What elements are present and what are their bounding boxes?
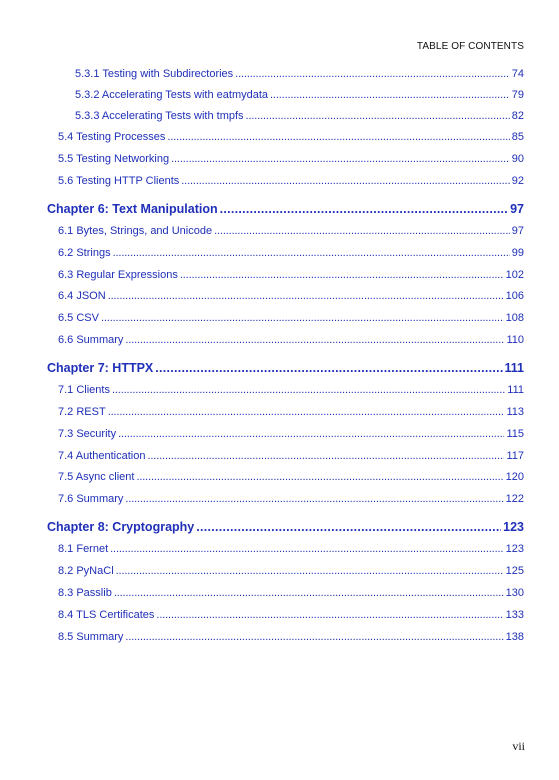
dot-leader (125, 493, 503, 505)
dot-leader (156, 609, 503, 621)
toc-entry-label: Chapter 6: Text Manipulation (47, 202, 218, 216)
toc-entry-page: 106 (505, 290, 524, 302)
toc-entry-page: 79 (511, 89, 524, 101)
toc-entry-label: 8.3 Passlib (58, 587, 112, 599)
toc-entry-page: 108 (505, 312, 524, 324)
dot-leader (101, 312, 504, 324)
toc-section-entry[interactable] (58, 247, 524, 259)
toc-entry-page: 120 (505, 471, 524, 483)
dot-leader (246, 110, 510, 122)
dot-leader (196, 520, 501, 534)
toc-section-entry[interactable] (58, 225, 524, 237)
toc-section-entry[interactable] (58, 153, 524, 165)
toc-entry-page: 123 (503, 520, 524, 534)
toc-entry-label: 6.3 Regular Expressions (58, 269, 178, 281)
toc-entry-page: 111 (504, 361, 524, 375)
toc-section-entry[interactable] (58, 471, 524, 483)
toc-entry-page: 123 (505, 543, 524, 555)
toc-entry-page: 85 (511, 131, 524, 143)
toc-entry-label: 7.1 Clients (58, 384, 110, 396)
toc-entry-label: 8.5 Summary (58, 631, 124, 643)
dot-leader (167, 131, 509, 143)
toc-entry-label: 6.2 Strings (58, 247, 111, 259)
toc-entry-label: 7.6 Summary (58, 493, 124, 505)
toc-entry-page: 133 (505, 609, 524, 621)
toc-entry-label: 8.1 Fernet (58, 543, 109, 555)
dot-leader (108, 290, 504, 302)
toc-entry-page: 122 (505, 493, 524, 505)
toc-entry-label: 5.3.2 Accelerating Tests with eatmydata (75, 89, 269, 101)
toc-entry-label: 6.6 Summary (58, 334, 124, 346)
dot-leader (118, 428, 504, 440)
dot-leader (113, 247, 510, 259)
dot-leader (114, 587, 504, 599)
toc-section-entry[interactable] (75, 110, 524, 122)
dot-leader (110, 543, 504, 555)
toc-section-entry[interactable] (58, 334, 524, 346)
toc-entry-label: 5.6 Testing HTTP Clients (58, 175, 180, 187)
toc-entry-page: 97 (511, 225, 524, 237)
toc-entry-label: 7.4 Authentication (58, 450, 146, 462)
toc-entry-label: 6.4 JSON (58, 290, 106, 302)
toc-entry-label: 8.2 PyNaCl (58, 565, 114, 577)
toc-entry-label: 6.5 CSV (58, 312, 99, 324)
toc-entry-label: 5.4 Testing Processes (58, 131, 166, 143)
toc-section-entry[interactable] (58, 543, 524, 555)
toc-section-entry[interactable] (58, 131, 524, 143)
toc-entry-page: 125 (505, 565, 524, 577)
toc-entry-page: 117 (506, 450, 524, 462)
toc-section-entry[interactable] (58, 450, 524, 462)
toc-entry-page: 74 (511, 68, 524, 80)
toc-chapter-entry[interactable] (47, 361, 524, 375)
dot-leader (108, 406, 505, 418)
dot-leader (270, 89, 510, 101)
dot-leader (181, 175, 509, 187)
toc-section-entry[interactable] (58, 312, 524, 324)
toc-entry-page: 102 (505, 269, 524, 281)
toc-entry-page: 138 (505, 631, 524, 643)
toc-entry-label: 8.4 TLS Certificates (58, 609, 155, 621)
toc-section-entry[interactable] (58, 587, 524, 599)
toc-entry-page: 92 (511, 175, 524, 187)
toc-entry-label: Chapter 7: HTTPX (47, 361, 154, 375)
toc-entry-label: Chapter 8: Cryptography (47, 520, 195, 534)
toc-section-entry[interactable] (58, 406, 524, 418)
toc-section-entry[interactable] (58, 290, 524, 302)
running-header: TABLE OF CONTENTS (416, 41, 524, 52)
toc-entry-page: 113 (506, 406, 524, 418)
toc-entry-label: 5.5 Testing Networking (58, 153, 170, 165)
dot-leader (235, 68, 510, 80)
toc-chapter-entry[interactable] (47, 520, 524, 534)
toc-section-entry[interactable] (75, 68, 524, 80)
toc-entry-page: 111 (507, 384, 524, 396)
dot-leader (214, 225, 510, 237)
dot-leader (136, 471, 503, 483)
toc-section-entry[interactable] (58, 631, 524, 643)
dot-leader (125, 631, 503, 643)
dot-leader (155, 361, 502, 375)
toc-entry-page: 90 (511, 153, 524, 165)
toc-section-entry[interactable] (58, 269, 524, 281)
toc-entry-label: 6.1 Bytes, Strings, and Unicode (58, 225, 213, 237)
toc-entry-label: 5.3.3 Accelerating Tests with tmpfs (75, 110, 244, 122)
dot-leader (116, 565, 504, 577)
dot-leader (180, 269, 504, 281)
dot-leader (171, 153, 510, 165)
toc-section-entry[interactable] (58, 175, 524, 187)
toc-entry-label: 7.3 Security (58, 428, 117, 440)
toc-entry-label: 7.5 Async client (58, 471, 135, 483)
toc-entry-page: 110 (506, 334, 524, 346)
toc-entry-page: 130 (505, 587, 524, 599)
toc-section-entry[interactable] (58, 609, 524, 621)
toc-entry-label: 5.3.1 Testing with Subdirectories (75, 68, 234, 80)
toc-entry-page: 99 (511, 247, 524, 259)
toc-entry-page: 82 (511, 110, 524, 122)
dot-leader (220, 202, 508, 216)
dot-leader (112, 384, 505, 396)
page-number: vii (512, 739, 525, 753)
toc-section-entry[interactable] (58, 384, 524, 396)
toc-chapter-entry[interactable] (47, 202, 524, 216)
toc-entry-page: 115 (506, 428, 524, 440)
toc-entry-label: 7.2 REST (58, 406, 106, 418)
dot-leader (147, 450, 504, 462)
toc-section-entry[interactable] (58, 493, 524, 505)
toc-section-entry[interactable] (75, 89, 524, 101)
toc-entry-page: 97 (510, 202, 524, 216)
dot-leader (125, 334, 504, 346)
toc-section-entry[interactable] (58, 428, 524, 440)
toc-section-entry[interactable] (58, 565, 524, 577)
